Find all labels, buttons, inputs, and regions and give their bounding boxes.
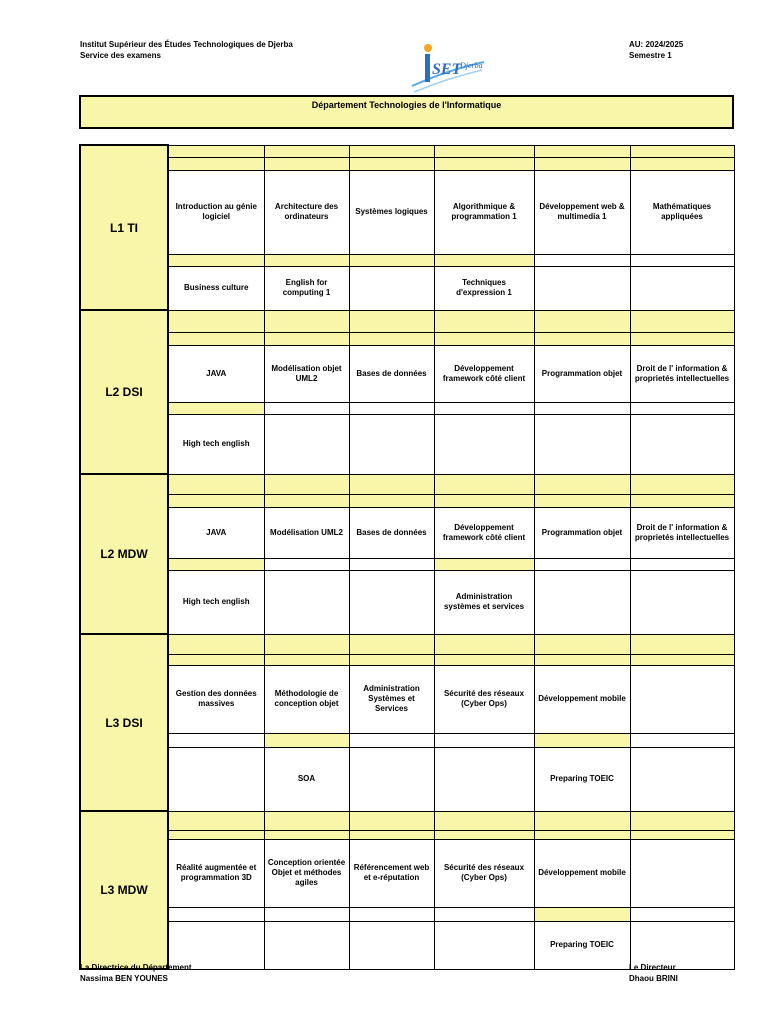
table-row: [80, 345, 734, 402]
course-cell: [264, 921, 349, 969]
band-cell: [349, 907, 434, 921]
course-cell: [630, 570, 734, 634]
band-cell: [434, 310, 534, 332]
band-cell: [630, 558, 734, 570]
table-row: [80, 266, 734, 310]
band-cell: [534, 830, 630, 839]
band-cell: [434, 558, 534, 570]
band-cell: [168, 558, 264, 570]
band-cell: [434, 634, 534, 654]
band-cell: [434, 145, 534, 157]
band-cell: [349, 332, 434, 345]
course-cell: [630, 266, 734, 310]
band-cell: [630, 494, 734, 507]
table-row: [80, 907, 734, 921]
band-cell: [168, 402, 264, 414]
band-cell: [534, 558, 630, 570]
table-row: [80, 254, 734, 266]
band-cell: [434, 332, 534, 345]
department-title: Département Technologies de l'Informatique: [311, 100, 502, 110]
band-cell: [264, 654, 349, 665]
table-row: [80, 634, 734, 654]
band-cell: [434, 494, 534, 507]
band-cell: [349, 310, 434, 332]
band-cell: [534, 811, 630, 830]
band-cell: [168, 733, 264, 747]
course-cell: Sécurité des réseaux (Cyber Ops): [434, 665, 534, 733]
band-cell: [264, 494, 349, 507]
year-header: [629, 39, 683, 61]
band-cell: [630, 733, 734, 747]
band-cell: [434, 907, 534, 921]
table-row: [80, 811, 734, 830]
signature-right-name: Dhaou BRINI: [629, 974, 678, 983]
table-row: [80, 145, 734, 157]
iset-logo: [408, 40, 488, 96]
course-cell: [168, 747, 264, 811]
band-cell: [630, 830, 734, 839]
course-cell: High tech english: [168, 570, 264, 634]
band-cell: [264, 157, 349, 170]
course-cell: Gestion des données massives: [168, 665, 264, 733]
table-row: [80, 733, 734, 747]
band-cell: [534, 145, 630, 157]
course-cell: [630, 414, 734, 474]
band-cell: [264, 811, 349, 830]
table-row: [80, 310, 734, 332]
band-cell: [168, 811, 264, 830]
signature-right: [629, 962, 678, 984]
band-cell: [630, 157, 734, 170]
band-cell: [168, 145, 264, 157]
course-cell: JAVA: [168, 507, 264, 558]
band-cell: [264, 733, 349, 747]
band-cell: [630, 907, 734, 921]
course-cell: [434, 414, 534, 474]
band-cell: [349, 558, 434, 570]
band-cell: [264, 332, 349, 345]
signature-right-title: Le Directeur: [629, 963, 676, 972]
schedule-table: [79, 144, 735, 970]
band-cell: [630, 634, 734, 654]
band-cell: [534, 474, 630, 494]
band-cell: [534, 332, 630, 345]
level-label: L2 DSI: [80, 310, 168, 474]
course-cell: Droit de l' information & proprietés intellectuelles: [630, 345, 734, 402]
level-label: L3 DSI: [80, 634, 168, 811]
signature-left-name: Nassima BEN YOUNES: [80, 974, 168, 983]
band-cell: [264, 634, 349, 654]
course-cell: Business culture: [168, 266, 264, 310]
band-cell: [168, 157, 264, 170]
band-cell: [168, 494, 264, 507]
band-cell: [349, 494, 434, 507]
band-cell: [264, 830, 349, 839]
band-cell: [534, 654, 630, 665]
table-row: [80, 494, 734, 507]
course-cell: [534, 414, 630, 474]
course-cell: Développement web & multimedia 1: [534, 170, 630, 254]
course-cell: Mathématiques appliquées: [630, 170, 734, 254]
band-cell: [349, 634, 434, 654]
course-cell: [349, 921, 434, 969]
band-cell: [630, 332, 734, 345]
band-cell: [264, 558, 349, 570]
course-cell: English for computing 1: [264, 266, 349, 310]
band-cell: [534, 157, 630, 170]
level-label: L1 TI: [80, 145, 168, 310]
table-row: [80, 558, 734, 570]
band-cell: [168, 474, 264, 494]
band-cell: [264, 310, 349, 332]
table-row: [80, 507, 734, 558]
band-cell: [349, 402, 434, 414]
course-cell: Administration systèmes et services: [434, 570, 534, 634]
course-cell: Développement mobile: [534, 839, 630, 907]
course-cell: [349, 570, 434, 634]
band-cell: [534, 494, 630, 507]
course-cell: Développement framework côté client: [434, 507, 534, 558]
course-cell: [264, 570, 349, 634]
department-banner: [79, 95, 734, 129]
course-cell: Modélisation objet UML2: [264, 345, 349, 402]
band-cell: [349, 830, 434, 839]
course-cell: Programmation objet: [534, 507, 630, 558]
band-cell: [349, 654, 434, 665]
course-cell: Développement framework côté client: [434, 345, 534, 402]
academic-year: AU: 2024/2025: [629, 40, 684, 49]
band-cell: [168, 254, 264, 266]
table-row: [80, 654, 734, 665]
course-cell: [534, 570, 630, 634]
band-cell: [264, 402, 349, 414]
course-cell: Réalité augmentée et programmation 3D: [168, 839, 264, 907]
course-cell: Algorithmique & programmation 1: [434, 170, 534, 254]
band-cell: [434, 830, 534, 839]
level-label: L2 MDW: [80, 474, 168, 634]
course-cell: Conception orientée Objet et méthodes agiles: [264, 839, 349, 907]
band-cell: [534, 634, 630, 654]
band-cell: [168, 332, 264, 345]
band-cell: [534, 254, 630, 266]
course-cell: Techniques d'expression 1: [434, 266, 534, 310]
table-row: [80, 414, 734, 474]
service-name: Service des examens: [80, 51, 161, 60]
band-cell: [168, 907, 264, 921]
course-cell: [349, 747, 434, 811]
band-cell: [168, 634, 264, 654]
band-cell: [630, 654, 734, 665]
course-cell: Bases de données: [349, 345, 434, 402]
table-row: [80, 157, 734, 170]
course-cell: [630, 747, 734, 811]
course-cell: SOA: [264, 747, 349, 811]
course-cell: Méthodologie de conception objet: [264, 665, 349, 733]
table-row: [80, 332, 734, 345]
course-cell: Introduction au génie logiciel: [168, 170, 264, 254]
table-row: [80, 170, 734, 254]
band-cell: [264, 907, 349, 921]
course-cell: [264, 414, 349, 474]
band-cell: [534, 310, 630, 332]
institution-name: Institut Supérieur des Études Technologiques de Djerba: [80, 40, 293, 49]
band-cell: [534, 402, 630, 414]
course-cell: [349, 414, 434, 474]
course-cell: [534, 266, 630, 310]
band-cell: [349, 474, 434, 494]
band-cell: [630, 310, 734, 332]
course-cell: Bases de données: [349, 507, 434, 558]
course-cell: Administration Systèmes et Services: [349, 665, 434, 733]
course-cell: High tech english: [168, 414, 264, 474]
table-row: [80, 570, 734, 634]
band-cell: [630, 145, 734, 157]
table-row: [80, 402, 734, 414]
band-cell: [349, 254, 434, 266]
course-cell: Systèmes logiques: [349, 170, 434, 254]
band-cell: [434, 811, 534, 830]
institution-header: [80, 39, 293, 61]
band-cell: [264, 474, 349, 494]
logo-lettering: SET: [432, 61, 462, 78]
course-cell: JAVA: [168, 345, 264, 402]
table-row: [80, 747, 734, 811]
course-cell: [349, 266, 434, 310]
signature-left-title: La Directrice du Département: [80, 963, 192, 972]
band-cell: [168, 654, 264, 665]
semester: Semestre 1: [629, 51, 672, 60]
band-cell: [630, 811, 734, 830]
band-cell: [434, 402, 534, 414]
course-cell: Preparing TOEIC: [534, 921, 630, 969]
band-cell: [264, 254, 349, 266]
band-cell: [434, 654, 534, 665]
band-cell: [349, 145, 434, 157]
band-cell: [349, 733, 434, 747]
svg-text:Djerba: Djerba: [460, 61, 483, 70]
band-cell: [630, 474, 734, 494]
course-cell: Programmation objet: [534, 345, 630, 402]
band-cell: [349, 157, 434, 170]
band-cell: [264, 145, 349, 157]
band-cell: [630, 402, 734, 414]
signature-left: [80, 962, 192, 984]
course-cell: [630, 665, 734, 733]
course-cell: Droit de l' information & proprietés intellectuelles: [630, 507, 734, 558]
band-cell: [434, 254, 534, 266]
course-cell: Modélisation UML2: [264, 507, 349, 558]
course-cell: Sécurité des réseaux (Cyber Ops): [434, 839, 534, 907]
band-cell: [534, 907, 630, 921]
course-cell: Architecture des ordinateurs: [264, 170, 349, 254]
band-cell: [349, 811, 434, 830]
table-row: [80, 830, 734, 839]
course-cell: [434, 921, 534, 969]
band-cell: [434, 733, 534, 747]
band-cell: [168, 310, 264, 332]
course-cell: Preparing TOEIC: [534, 747, 630, 811]
course-cell: Référencement web et e-réputation: [349, 839, 434, 907]
table-row: [80, 665, 734, 733]
band-cell: [434, 474, 534, 494]
band-cell: [168, 830, 264, 839]
level-label: L3 MDW: [80, 811, 168, 969]
table-row: [80, 474, 734, 494]
band-cell: [630, 254, 734, 266]
band-cell: [534, 733, 630, 747]
course-cell: Développement mobile: [534, 665, 630, 733]
table-row: [80, 839, 734, 907]
course-cell: [434, 747, 534, 811]
band-cell: [434, 157, 534, 170]
course-cell: [630, 839, 734, 907]
